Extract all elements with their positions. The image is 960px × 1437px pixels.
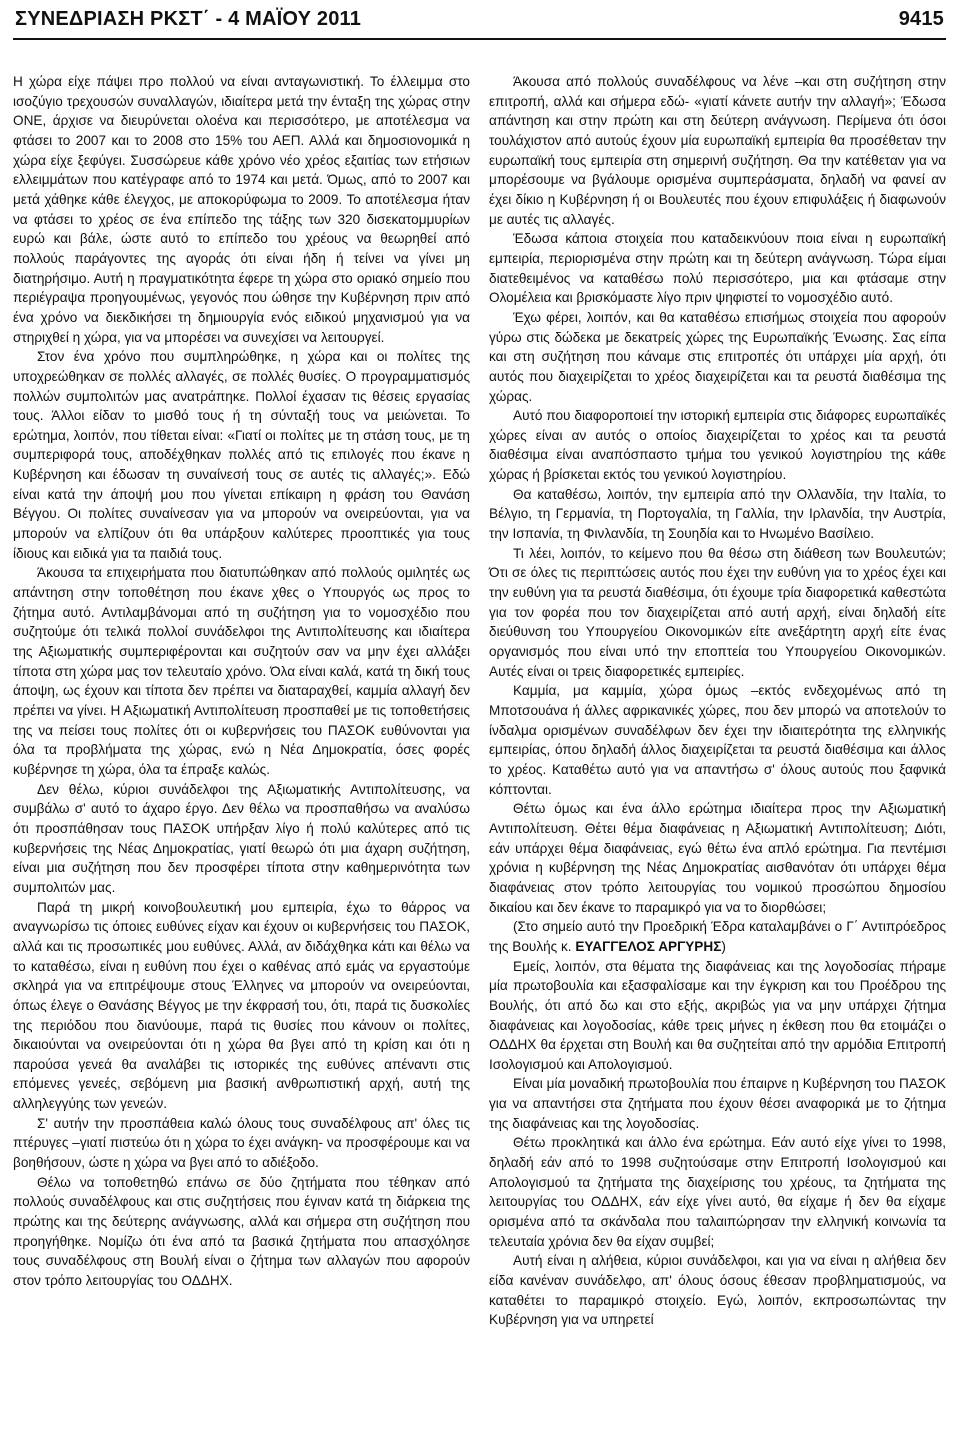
paragraph: Στον ένα χρόνο που συμπληρώθηκε, η χώρα και οι πολίτες της υποχρεώθηκαν σε πολλές αλλαγές, σε πολλές θυσίες. Ο προγραμματισμός πολλών συμπολιτών μας ανατράπηκε. Πολλοί έχασαν τις θέσεις εργασίας τους. Άλλοι είδαν το μισθό τους ή τη σύνταξή τους να μειώνεται. Το ερώτημα, λοιπόν, που τίθεται είναι: «Γιατί οι πολίτες με τη στάση τους, με τη συμπεριφορά τους, αποδέχθηκαν πολλές από τις επιλογές που έκανε η Κυβέρνηση και έδωσαν τη συναίνεσή τους σε αυτές τις αλλαγές;». Εδώ είναι κατά την άποψή μου που γίνεται επίκαιρη η φράση του Θανάση Βέγγου. Οι πολίτες συναίνεσαν για να μπορούν να ονειρεύονται, για να μπορούν να ελπίζουν ότι θα υπάρξουν καλύτερες προοπτικές για τους ίδιους και ειδικά για τα παιδιά τους.	[13, 349, 470, 561]
page-number: 9415	[898, 8, 944, 30]
paragraph: Εμείς, λοιπόν, στα θέματα της διαφάνειας και της λογοδοσίας πήραμε μία πρωτοβουλία και εξασφαλίσαμε και την έγκριση και του Προέδρου της Βουλής, ότι από δω και στο εξής, ακριβώς για να μην υπάρχει ζήτημα διαφάνειας και λογοδοσίας, κάθε τρεις μήνες η έκθεση που θα ετοιμάζει ο ΟΔΔΗΧ θα έρχεται στη Βουλή και θα συζητείται από την αρμόδια Επιτροπή Ισολογισμού και Απολογισμού.	[489, 958, 946, 1072]
paragraph: Είναι μία μοναδική πρωτοβουλία που έπαιρνε η Κυβέρνηση του ΠΑΣΟΚ για να απαντήσει στα ζητήματα που έχουν θέσει αναφορικά με το ζήτημα της διαφάνειας και της λογοδοσίας.	[489, 1076, 946, 1131]
paragraph: Αυτή είναι η αλήθεια, κύριοι συνάδελφοι, και για να είναι η αλήθεια δεν είδα κανέναν συνάδελφο, απ' όλους όσους έθεσαν προβληματισμούς, να καταθέτει το παραμικρό στοιχείο. Εγώ, λοιπόν, εκπροσωπώντας την Κυβέρνηση για να υπηρετεί	[489, 1253, 946, 1328]
paragraph: Σ' αυτήν την προσπάθεια καλώ όλους τους συναδέλφους απ' όλες τις πτέρυγες –γιατί πιστεύω ότι η χώρα το έχει ανάγκη- να προσφέρουμε και να βοηθήσουν, ώστε η χώρα να βγει από το αδιέξοδο.	[13, 1115, 470, 1171]
paragraph: Η χώρα είχε πάψει προ πολλού να είναι ανταγωνιστική. Το έλλειμμα στο ισοζύγιο τρεχουσών συναλλαγών, ιδιαίτερα μετά την ένταξη της χώρας στην ΟΝΕ, άρχισε να διευρύνεται ολοένα και περισσότερο, με αποτέλεσμα να φτάσει το 2007 και το 2008 στο 15% του ΑΕΠ. Αλλά και δημοσιονομικά η χώρα είχε ξεφύγει. Συσσώρευε κάθε χρόνο νέο χρέος εξαιτίας των ετήσιων ελλειμμάτων που κατέγραφε από το 1974 και μετά. Όμως, από το 2007 και μετά χάθηκε κάθε έλεγχος, με αποκορύφωμα το 2009. Το αποτέλεσμα ήταν να φτάσει το χρέος σε ένα επίπεδο της τάξης των 320 δισεκατομμυρίων ευρώ και βάλε, ώστε αυτό το επίπεδο του χρέους να θεωρηθεί από πολλούς παράγοντες της αγοράς ότι είναι ήδη ή τείνει να γίνει μη διατηρήσιμο. Αυτή η πραγματικότητα έφερε τη χώρα στο οριακό σημείο που περιέγραψα προηγουμένως, γεγονός που ώθησε την Κυβέρνηση πριν από ένα χρόνο να διεκδικήσει τη δημιουργία ενός ειδικού μηχανισμού για να στηριχθεί η χώρα, για να μπορέσει να συνεχίσει να λειτουργεί.	[13, 74, 470, 345]
paragraph: Θα καταθέσω, λοιπόν, την εμπειρία από την Ολλανδία, την Ιταλία, το Βέλγιο, τη Γερμανία, τη Πορτογαλία, τη Γαλλία, την Ιρλανδία, την Αυστρία, την Ισπανία, τη Φινλανδία, τη Σουηδία και το Ηνωμένο Βασίλειο.	[489, 486, 946, 542]
paragraph: Δεν θέλω, κύριοι συνάδελφοι της Αξιωματικής Αντιπολίτευσης, να συμβάλω σ' αυτό το άχαρο έργο. Δεν θέλω να προσπαθήσω να αναλύσω ότι προσπάθησαν τους ΠΑΣΟΚ υπήρξαν λίγο ή πολύ καλύτερες από τις κυβερνήσεις της Νέας Δημοκρατίας, γιατί θεωρώ ότι μια άχαρη συζήτηση, είναι μια συζήτηση που δεν προσφέρει τίποτα στην καθημερινότητα των συμπολιτών μας.	[13, 781, 470, 895]
paragraph: Έδωσα κάποια στοιχεία που καταδεικνύουν ποια είναι η ευρωπαϊκή εμπειρία, περιορισμένα στην πρώτη και τη δεύτερη ανάγνωση. Τώρα είμαι διατεθειμένος να καταθέσω πολύ περισσότερο, μια και φτάσαμε στην Ολομέλεια και βρισκόμαστε λίγο πριν ψηφιστεί το νομοσχέδιο αυτό.	[489, 231, 946, 306]
paragraph: Θέλω να τοποθετηθώ επάνω σε δύο ζητήματα που τέθηκαν από πολλούς συναδέλφους και στις συζητήσεις που έγιναν κατά τη διάρκεια της πρώτης και της δεύτερης ανάγνωσης, αλλά και σήμερα στη συζήτηση που προηγήθηκε. Νομίζω ότι ένα από τα βασικά ζητήματα που απασχόλησε τους συναδέλφους στη Βουλή είναι ο ζήτημα των αλλαγών που αφορούν στον τρόπο λειτουργίας του ΟΔΔΗΧ.	[13, 1174, 470, 1289]
left-column	[13, 72, 470, 1330]
paragraph: Τι λέει, λοιπόν, το κείμενο που θα θέσω στη διάθεση των Βουλευτών; Ότι σε όλες τις περιπτώσεις αυτός που έχει την ευθύνη για το χρέος έχει και την ευθύνη για τα ρευστά διαθέσιμα, ότι έχουμε τρία διαφορετικά καθεστώτα για τον φορέα που τον διαχειρίζεται από αυτή αρχή, είναι δηλαδή είτε διεύθυνση του Υπουργείου Οικονομικών είτε ανεξάρτητη αρχή είτε ένας οργανισμός που είναι υπό την εποπτεία του Υπουργείου Οικονομικών. Αυτές είναι οι τρεις διαφορετικές εμπειρίες.	[489, 545, 946, 679]
presidency-note	[489, 917, 946, 956]
paragraph: Έχω φέρει, λοιπόν, και θα καταθέσω επισήμως στοιχεία που αφορούν γύρω στις δώδεκα με δεκατρείς χώρες της Ευρωπαϊκής Ένωσης. Σας είπα και στη συζήτηση που κάναμε στις επιτροπές ότι υπάρχει μία αρχή, ότι αυτός που διαχειρίζεται το χρέος διαχειρίζεται και τα ρευστά διαθέσιμα της χώρας.	[489, 309, 946, 404]
text-columns	[13, 72, 946, 1330]
paragraph: Θέτω όμως και ένα άλλο ερώτημα ιδιαίτερα προς την Αξιωματική Αντιπολίτευση. Θέτει θέμα διαφάνειας η Αξιωματική Αντιπολίτευση; Διότι, εάν υπάρχει θέμα διαφάνειας, εγώ θέτω ένα απλό ερώτημα. Για πεντέμισι χρόνια η κυβέρνηση της Νέας Δημοκρατίας αισθανόταν ότι υπάρχει θέμα διαφάνειας στον τρόπο λειτουργίας του νομικού προσώπου δημοσίου δικαίου και δεν έκανε το παραμικρό για να το διορθώσει;	[489, 801, 946, 915]
paragraph: Άκουσα από πολλούς συναδέλφους να λένε –και στη συζήτηση στην επιτροπή, αλλά και σήμερα εδώ- «γιατί κάνετε αυτήν την αλλαγή»; Έδωσα απάντηση και στην πρώτη και στη δεύτερη ανάγνωση. Περίμενα ότι όσοι τουλάχιστον από αυτούς έχουν μία ευρωπαϊκή εμπειρία θα προσέθεταν την ευρωπαϊκή τους εμπειρία στη σημερινή συζήτηση. Θα την κατέθεταν για να μπορέσουμε να βγάλουμε ορισμένα συμπεράσματα, δηλαδή να φανεί αν έχει δίκιο η Κυβέρνηση ή οι Βουλευτές που έχουν επιφυλάξεις ή διαφωνούν με αυτές τις αλλαγές.	[489, 74, 946, 227]
paragraph: Παρά τη μικρή κοινοβουλευτική μου εμπειρία, έχω το θάρρος να αναγνωρίσω τις όποιες ευθύνες είχαν και έχουν οι κυβερνήσεις του ΠΑΣΟΚ, αλλά και τις προσωπικές μου ευθύνες. Αλλά, αν διδάχθηκα κάτι και θέλω να το καταθέσω, είναι η ευθύνη που έχει ο καθένας από εμάς να εργαστούμε σκληρά για να επιτρέψουμε στους Έλληνες να μπορούν να ονειρεύονται, όπως έλεγε ο Θανάσης Βέγγος με την έκφρασή του, ότι, παρά τις δυσκολίες της περιόδου που διανύουμε, παρά τις θυσίες που κάνουν οι πολίτες, δικαιούνται να ονειρεύονται ότι η χώρα θα βγει από τη κρίση και ότι η παρούσα γενεά θα αναλάβει τις ιστορικές της ευθύνες απέναντι στις επόμενες γενεές, σεβόμενη μια βασική ανθρωπιστική αρχή, αυτή της αλληλεγγύης των γενεών.	[13, 899, 470, 1112]
right-column	[489, 72, 946, 1330]
presidency-note-text: (Στο σημείο αυτό την Προεδρική Έδρα καταλαμβάνει ο Γ΄ Αντιπρόεδρος της Βουλής κ.	[489, 919, 946, 954]
speaker-name: ΕΥΑΓΓΕΛΟΣ ΑΡΓΥΡΗΣ	[575, 938, 722, 954]
paragraph: Θέτω προκλητικά και άλλο ένα ερώτημα. Εάν αυτό είχε γίνει το 1998, δηλαδή εάν από το 1998 συζητούσαμε στην Επιτροπή Ισολογισμού και Απολογισμού τα ζητήματα της διαχείρισης του χρέους, τα ζητήματα της λειτουργίας του ΟΔΔΗΧ, εάν είχε γίνει αυτό, θα είχαμε ή δεν θα είχαμε ορισμένα από τα σκάνδαλα που ταλαιπώρησαν την ελληνική κοινωνία τα τελευταία χρόνια δεν θα είχαν συμβεί;	[489, 1135, 946, 1249]
paragraph: Αυτό που διαφοροποιεί την ιστορική εμπειρία στις διάφορες ευρωπαϊκές χώρες είναι αν αυτός ο οποίος διαχειρίζεται το χρέος και τα ρευστά διαθέσιμα είναι αναπόσπαστο τμήμα του γενικού λογιστηρίου της κάθε χώρας ή βρίσκεται εκτός του γενικού λογιστηρίου.	[489, 408, 946, 483]
paragraph: Καμμία, μα καμμία, χώρα όμως –εκτός ενδεχομένως από τη Μποτσουάνα ή άλλες αφρικανικές χώρες, που δεν μπορώ να αποτελούν το ίνδαλμα ορισμένων συναδέλφων δεν έχει την ιδιαιτερότητα της ελληνικής εμπειρίας, όπου δηλαδή άλλος διαχειρίζεται τα ρευστά διαθέσιμα και άλλος το χρέος. Καταθέτω αυτό για να απαντήσω σ' όλους αυτούς που ξαφνικά κόπτονται.	[489, 683, 946, 797]
paragraph: Άκουσα τα επιχειρήματα που διατυπώθηκαν από πολλούς ομιλητές ως απάντηση στην τοποθέτηση που έκανε χθες ο Υπουργός ως προς το ζήτημα αυτό. Αντιλαμβάνομαι από τη συζήτηση για το νομοσχέδιο που συζητούμε ότι τελικά πολλοί συνάδελφοι της Αντιπολίτευσης και ιδιαίτερα της Αξιωματικής συμπεριφέρονται και συζητούν σαν να μην έχει αλλάξει τίποτα στη χώρα μας τον τελευταίο χρόνο. Όλα είναι καλά, κατά τη δική τους άποψη, ως έχουν και τίποτα δεν πρέπει να διαταραχθεί, καμμία αλλαγή δεν πρέπει να γίνει. Η Αξιωματική Αντιπολίτευση προσπαθεί με τις τοποθετήσεις της να πείσει τους πολίτες ότι οι κυβερνήσεις του ΠΑΣΟΚ ευθύνονται για όλα τα προβλήματα της χώρας, ενώ η Νέα Δημοκρατία, όσες φορές κυβέρνησε τη χώρα, όλα τα έπραξε καλώς.	[13, 565, 470, 777]
presidency-note-close: )	[721, 938, 726, 954]
session-title: ΣΥΝΕΔΡΙΑΣΗ ΡΚΣΤ΄ - 4 ΜΑΪΟΥ 2011	[15, 8, 362, 30]
page-header	[13, 0, 946, 40]
